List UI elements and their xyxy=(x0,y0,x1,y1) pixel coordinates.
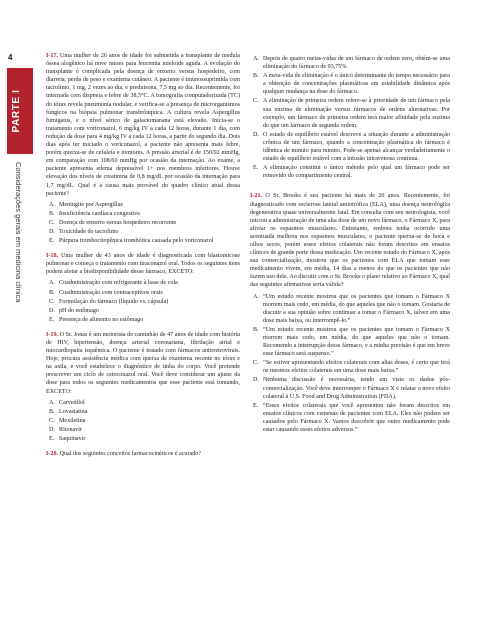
answer-option xyxy=(46,219,240,227)
option-text: A eliminação de primeira ordem refere-se à prioridade de um fármaco pela sua enzima de eliminação versus fármacos de ordens alternativas. Por exemplo, um fármaco de primeira ordem terá maior afinidade pela enzima do que um fármaco de segunda ordem. xyxy=(263,98,450,129)
answer-option xyxy=(46,435,240,443)
option-text: Formulação do fármaco (líquido vs. cápsula) xyxy=(59,298,169,305)
question-number: I-20. xyxy=(46,451,59,458)
right-column xyxy=(250,52,450,441)
option-letter: E. xyxy=(253,402,259,409)
option-letter: C. xyxy=(49,417,55,424)
answer-option xyxy=(46,307,240,315)
option-text: Meningite por Aspergillus xyxy=(59,201,123,208)
answer-option xyxy=(46,237,240,245)
option-letter: B. xyxy=(49,289,55,296)
question-19 xyxy=(46,331,240,443)
answer-option xyxy=(46,399,240,407)
option-letter: C. xyxy=(49,298,55,305)
option-letter: E. xyxy=(49,316,55,323)
answer-option xyxy=(46,201,240,209)
answer-option xyxy=(250,97,450,129)
question-text: Uma mulher de 26 anos de idade foi submetida a transplante de medula óssea alogênico há nove meses para leucemia mieloide aguda. A evolução do transplante é complicada pela doença de enxerto versus hospedeiro, com diarreia, perda de peso e exantema cutâneo. A paciente é imunossuprimida com tacrolimo, 1 mg, 2 vezes ao dia, e prednisona, 7,5 mg ao dia. Recentemente, foi internada com dispneia e febre de 38,5°C. A tomografia computadorizada (TC) do tórax revela pneumonia nodular, e verifica-se a presença de microrganismos fúngicos na biópsia pulmonar transbrônquica. A cultura revela Aspergillus fumigatus, e o nível sérico de galactomanana está elevado. Inicia-se o tratamento com voriconazol, 6 mg/kg IV a cada 12 horas, durante 1 dia, com redução da dose para 4 mg/kg IV a cada 12 horas, a partir do segundo dia. Dois dias após ter iniciado o voriconazol, a paciente não apresenta mais febre, porém queixa-se de cefaleia e tremores. A pressão arterial é de 150/92 mmHg, em comparação com 108/60 mmHg por ocasião da internação. Ao exame, a paciente apresenta edema depressível 1+ nos membros inferiores. Houve elevação dos níveis de creatinina de 0,8 mg/dL por ocasião da internação para 1,7 mg/dL. Qual é a causa mais provável do quadro clínico atual dessa paciente? xyxy=(46,53,240,197)
option-letter: A. xyxy=(49,201,55,208)
answer-option xyxy=(250,376,450,400)
option-letter: B. xyxy=(253,326,259,333)
option-letter: B. xyxy=(49,210,55,217)
option-letter: E. xyxy=(253,165,259,172)
option-text: “Um estudo recente mostrou que os pacientes que tomam o Fármaco X morrem mais cedo, em média, do que aqueles que não o tomam. Gostaria de discutir a sua opinião sobre continuar a tomar o Fármaco X, talvez em uma dose mais baixa, ou interrompê-lo.” xyxy=(263,293,450,324)
option-letter: C. xyxy=(49,219,55,226)
side-title: Considerações gerais em medicina clínica xyxy=(14,162,23,303)
question-21 xyxy=(250,192,450,434)
question-number: I-21. xyxy=(250,193,263,200)
part-tab-label: PARTE I xyxy=(11,89,22,133)
option-text: “Esses efeitos colaterais que você apresentou não foram descritos em ensaios clínicos com centenas de pacientes com ELA. Eles não podem ser causados pelo Fármaco X. Vamos descobrir que outro medicamento pode estar causando esses efeitos adversos.” xyxy=(263,402,450,434)
option-text: “Se estiver apresentando efeitos colaterais com altas doses, é certo que terá os mesmos efeitos colaterais em uma dose mais baixa.” xyxy=(263,360,450,375)
part-tab xyxy=(7,68,33,154)
option-text: pH do estômago xyxy=(59,307,99,314)
answer-option xyxy=(250,131,450,163)
question-text: O Sr. Brooks é seu paciente há mais de 20 anos. Recentemente, foi diagnosticado com esclerose lateral amiotrófica (ELA), uma doença neurológica degenerativa quase universalmente fatal. Em consulta com seu neurologista, você iniciou a administração de uma alta dose de um novo fármaco, o Fármaco X, para aliviar os espasmos musculares. Entretanto, embora tenha ocorrido uma acentuada melhora nos espasmos musculares, o paciente queixa-se de boca e olhos secos, porém esses efeitos colaterais não foram descritos em ensaios clínicos de grande porte dessa medicação. Um recente estudo do Fármaco X, após sua comercialização, mostrou que os pacientes com ELA que tomam esse medicamento vivem, em média, 14 dias a menos do que os pacientes que não fazem uso dele. Ao discutir com o Sr. Brooks o plano relativo ao Fármaco X, qual das seguintes afirmativas seria válida? xyxy=(250,193,451,289)
option-text: Presença de alimento no estômago xyxy=(59,316,144,323)
question-number: I-18. xyxy=(46,253,59,260)
answer-options xyxy=(250,55,450,180)
option-letter: A. xyxy=(253,56,259,62)
option-letter: C. xyxy=(253,360,259,367)
answer-option xyxy=(46,279,240,287)
option-text: Mexiletina xyxy=(59,417,86,424)
page-number: 4 xyxy=(8,53,13,62)
answer-option xyxy=(250,164,450,180)
answer-option xyxy=(46,417,240,425)
option-letter: A. xyxy=(49,399,55,406)
option-text: A eliminação constitui o único método pelo qual um fármaco pode ser removido do compartimento central. xyxy=(263,165,450,180)
option-text: Coadministração com contraceptivos orais xyxy=(59,289,163,296)
question-20 xyxy=(46,450,240,458)
answer-option xyxy=(250,402,450,434)
question-text: Uma mulher de 43 anos de idade é diagnosticada com blastomicose pulmonar e começa o tratamento com itraconazol oral. Todos os seguintes itens podem afetar a biodisponibilidade desse fármaco, EXCETO: xyxy=(46,253,240,276)
option-text: Saquinavir xyxy=(59,436,86,443)
option-letter: B. xyxy=(253,73,259,80)
answer-options xyxy=(250,293,450,435)
question-number: I-19. xyxy=(46,331,59,338)
option-text: Carvedilol xyxy=(59,399,85,406)
answer-option xyxy=(46,210,240,218)
answer-options xyxy=(46,201,240,245)
left-column xyxy=(46,52,240,461)
answer-option xyxy=(46,289,240,297)
answer-option xyxy=(46,426,240,434)
answer-options xyxy=(46,279,240,323)
option-letter: C. xyxy=(253,98,259,105)
option-letter: B. xyxy=(49,408,55,415)
option-text: Insuficiência cardíaca congestiva xyxy=(59,210,140,217)
option-text: A meia-vida de eliminação é o único determinante do tempo necessário para a obtenção de concentrações plasmáticas em estabilidade dinâmica após qualquer mudança na dose do fármaco. xyxy=(263,73,450,96)
option-letter: D. xyxy=(49,426,55,433)
option-text: O estado de equilíbrio estável descreve a situação durante a administração crônica de um fármaco, quando a concentração plasmática do fármaco é idêntica de minuto para minuto. Pode-se apenas alcançar verdadeiramente o estado de equilíbrio estável com a infusão intravenosa contínua. xyxy=(263,131,450,163)
question-text: O Sr. Jonas é um motorista de caminhão de 47 anos de idade com história de HIV, hipertensão, doença arterial coronariana, fibrilação atrial e miocardiopatia isquêmica. O paciente é tratado com fármacos antirretrovirais. Hoje, procura assistência médica com queixa de exantema recente no tórax e na axila, e você estabelece o diagnóstico de tinha do corpo. Você pretende prescrever um ciclo de cetoconazol oral. Você deve considerar um ajuste da dose para todos os seguintes medicamentos que esse paciente está tomando, EXCETO: xyxy=(46,331,240,395)
question-stem xyxy=(46,252,240,276)
answer-option xyxy=(250,293,450,325)
option-letter: D. xyxy=(49,228,55,235)
question-stem xyxy=(46,450,240,458)
option-text: Púrpura trombocitopênica trombótica causada pelo voriconazol xyxy=(59,238,214,245)
option-letter: A. xyxy=(253,293,259,300)
option-letter: E. xyxy=(49,238,55,245)
question-number: I-17. xyxy=(46,53,59,59)
answer-options xyxy=(46,399,240,443)
question-stem xyxy=(46,331,240,396)
question-text: Qual dos seguintes conceitos farmacocinéticos é acurado? xyxy=(59,451,202,458)
option-letter: A. xyxy=(49,280,55,287)
answer-option xyxy=(46,298,240,306)
option-letter: D. xyxy=(253,131,259,138)
question-17 xyxy=(46,52,240,245)
answer-option xyxy=(250,72,450,96)
question-18 xyxy=(46,252,240,324)
answer-option xyxy=(250,55,450,71)
question-stem xyxy=(250,192,450,289)
question-20-options xyxy=(250,55,450,180)
answer-option xyxy=(250,359,450,375)
option-text: Lovastatina xyxy=(59,408,88,415)
option-letter: D. xyxy=(49,307,55,314)
option-text: Coadministração com refrigerante à base de cola xyxy=(59,280,178,287)
option-letter: D. xyxy=(253,377,259,384)
option-letter: E. xyxy=(49,436,55,443)
answer-option xyxy=(46,316,240,324)
question-stem xyxy=(46,52,240,198)
answer-option xyxy=(46,408,240,416)
answer-option xyxy=(46,228,240,236)
option-text: Toxicidade do tacrolimo xyxy=(59,228,119,235)
answer-option xyxy=(250,326,450,358)
option-text: “Um estudo recente mostrou que os pacientes que tomam o Fármaco X morrem mais cedo, em média, do que aqueles que não o tomam. Recomendo a interrupção desse fármaco, e a minha previsão é que em breve esse fármaco será suspenso.” xyxy=(263,326,450,358)
option-text: Doença de enxerto versus hospedeiro recorrente xyxy=(59,219,177,226)
option-text: Depois de quatro meias-vidas de um fármaco de ordem zero, obtém-se uma eliminação do fármaco de 93,75%. xyxy=(263,56,450,71)
option-text: Ritonavir xyxy=(59,426,83,433)
option-text: Nenhuma discussão é necessária, tendo em vista os dados pós-comercialização. Você deve interromper o Fármaco X e relatar o novo efeito colateral à U.S. Food and Drug Administration (FDA). xyxy=(263,377,450,400)
